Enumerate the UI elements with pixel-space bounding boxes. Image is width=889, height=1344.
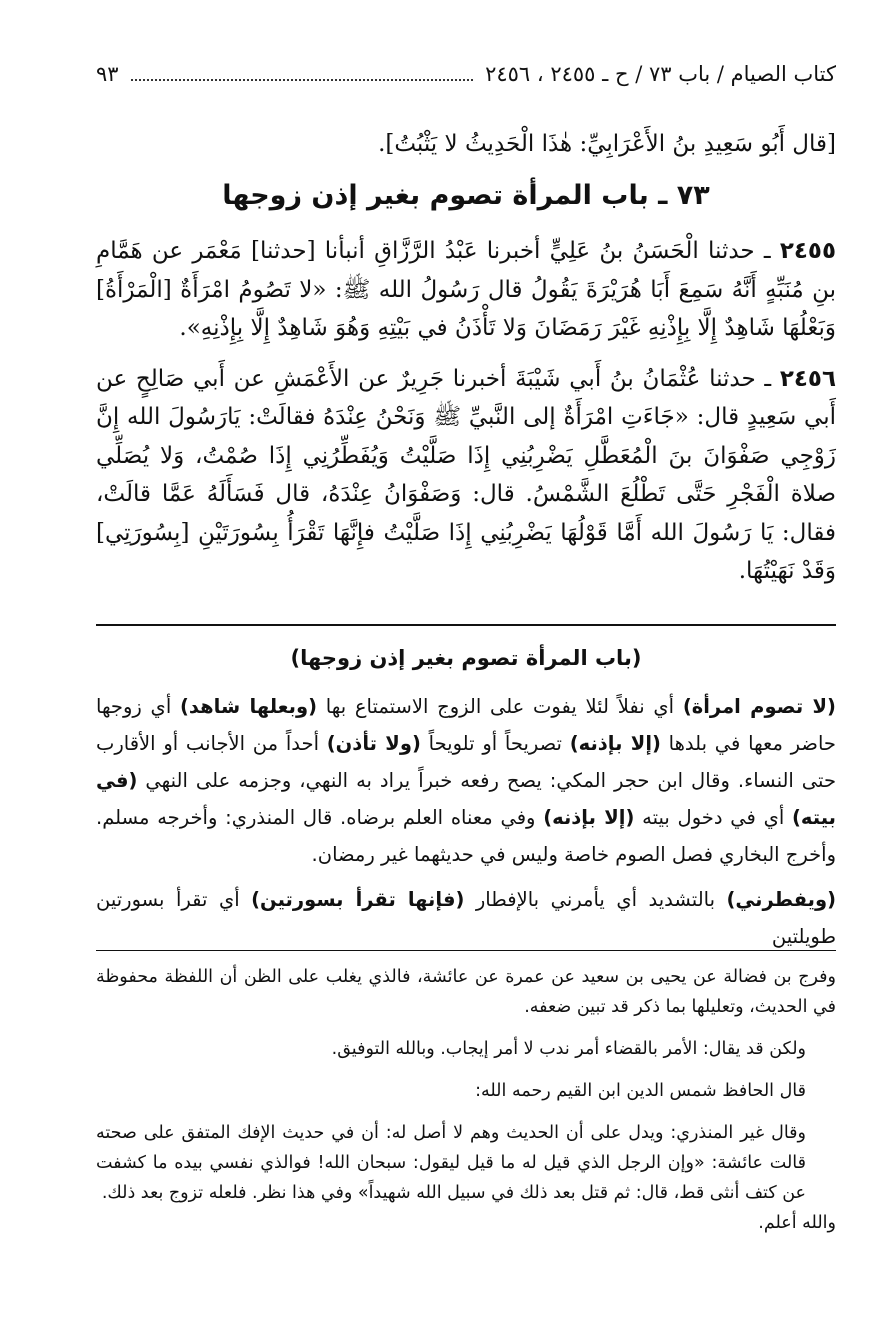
keyword: (ولا تأذن): [326, 732, 421, 755]
chapter-title: ٧٣ ـ باب المرأة تصوم بغير إذن زوجها: [222, 180, 710, 211]
hadith-2455: [96, 232, 836, 348]
sharh-text: أي زوجها حاضر معها في بلدها: [96, 695, 836, 755]
note-2: ولكن قد يقال: الأمر بالقضاء أمر ندب لا أمر إيجاب. وبالله التوفيق.: [331, 1039, 806, 1059]
sharh-text: بالتشديد أي يأمرني بالإفطار: [464, 888, 727, 911]
keyword: (ويفطرني): [726, 888, 836, 911]
note-5: والله أعلم.: [758, 1213, 836, 1233]
hadith-2456-text: ـ حدثنا عُثْمَانُ بنُ أَبي شَيْبَةَ أخبرنا جَرِيرٌ عن الأَعْمَشِ عن أَبي صَالِحٍ عن أَبي سَعِيدٍ قال: «جَاءَتِ امْرَأَةٌ إلى النَّبيِّ ﷺ وَنَحْنُ عِنْدَهُ فقالَتْ: يَارَسُولَ الله إِنَّ زَوْجِي صَفْوَانَ بنَ الْمُعَطَّلِ يَضْرِبُنِي إِذَا صَلَّيْتُ وَيُفَطِّرُنِي إِذَا صُمْتُ، وَلا يُصَلِّي صلاة الْفَجْرِ حَتَّى تَطْلُعَ الشَّمْسُ. قال: وَصَفْوَانُ عِنْدَهُ، قال فَسَأَلَهُ عَمَّا قالَتْ، فقال: يَا رَسُولَ الله أَمَّا قَوْلُهَا يَضْرِبُنِي إِذَا صَلَّيْتُ فإِنَّهَا تَقْرَأُ بِسُورَتَيْنِ [بِسُورَتِي] وَقَدْ نَهَيْتُهَا.: [96, 365, 836, 584]
hadith-text: [96, 232, 836, 591]
header-title: كتاب الصيام / باب ٧٣ / ح ـ ٢٤٥٥ ، ٢٤٥٦: [485, 62, 836, 86]
sharh-paragraph-2: [96, 881, 836, 955]
page-number: ٩٣: [96, 62, 119, 86]
sharh-text: أي تقرأ بسورتين طويلتين: [96, 888, 836, 948]
hadith-number-2456: ٢٤٥٦: [779, 365, 837, 392]
sharh-text: أي في دخول بيته: [634, 806, 793, 829]
keyword: (في بيته): [96, 769, 836, 829]
keyword: (إلا بإذنه): [569, 732, 661, 755]
note-4: وقال غير المنذري: ويدل على أن الحديث وهم لا أصل له: أن في حديث الإفك المتفق على صحته قالت عائشة: «وإن الرجل الذي قيل له ما قيل ليقول: سبحان الله! فوالذي نفسي بيده ما كشفت عن كتف أنثى قط، قال: ثم قتل بعد ذلك في سبيل الله شهيداً» وفي هذا نظر. فلعله تزوج بعد ذلك.: [96, 1123, 806, 1203]
sharh-title: (باب المرأة تصوم بغير إذن زوجها): [290, 646, 642, 670]
note-1: وفرج بن فضالة عن يحيى بن سعيد عن عمرة عن عائشة، فالذي يغلب على الظن أن اللفظة محفوظة في الحديث، وتعليلها بما ذكر قد تبين ضعفه.: [96, 967, 836, 1017]
notes-body: [96, 962, 836, 1238]
sharh-text: أحداً من الأجانب أو الأقارب حتى النساء. وقال ابن حجر المكي: يصح رفعه خبراً يراد به النهي، وجزمه على النهي: [96, 732, 836, 792]
intro-line: [قال أَبُو سَعِيدِ بنُ الأَعْرَابِيِّ: هٰذَا الْحَدِيثُ لا يَثْبُتُ].: [378, 131, 836, 157]
note-3: قال الحافظ شمس الدين ابن القيم رحمه الله:: [475, 1081, 806, 1101]
notes-divider: [96, 950, 836, 951]
sharh-paragraph-1: [96, 688, 836, 873]
hadith-2455-text: ـ حدثنا الْحَسَنُ بنُ عَلِيٍّ أخبرنا عَبْدُ الرَّزَّاقِ أنبأنا [حدثنا] مَعْمَر عن هَمَّامِ بنِ مُنَبِّهٍ أَنَّهُ سَمِعَ أَبَا هُرَيْرَةَ يَقُولُ قال رَسُولُ الله ﷺ: «لا تَصُومُ امْرَأَةٌ [الْمَرْأَةُ] وَبَعْلُهَا شَاهِدٌ إِلَّا بِإِذْنِهِ غَيْرَ رَمَضَانَ وَلا تَأْذَنُ في بَيْتِهِ وَهُوَ شَاهِدٌ إِلَّا بِإِذْنِهِ».: [96, 238, 836, 341]
keyword: (إلا بإذنه): [543, 806, 635, 829]
hadith-intro: [96, 125, 836, 164]
keyword: (لا تصوم امرأة): [682, 695, 836, 718]
hadith-2456: [96, 360, 836, 591]
section-divider: [96, 624, 836, 626]
header-leader-dots: [131, 65, 474, 81]
sharh-body: [96, 688, 836, 955]
keyword: (فإنها تقرأ بسورتين): [251, 888, 465, 911]
sharh-text: أي نفلاً لئلا يفوت على الزوج الاستمتاع بها: [317, 695, 683, 718]
hadith-number-2455: ٢٤٥٥: [779, 238, 836, 264]
running-header: [96, 62, 836, 94]
sharh-text: تصريحاً أو تلويحاً: [420, 732, 570, 755]
keyword: (وبعلها شاهد): [179, 695, 318, 718]
sharh-text: وفي معناه العلم برضاه. قال المنذري: وأخرجه مسلم. وأخرج البخاري فصل الصوم خاصة وليس في حديثهما غير رمضان.: [96, 806, 836, 866]
